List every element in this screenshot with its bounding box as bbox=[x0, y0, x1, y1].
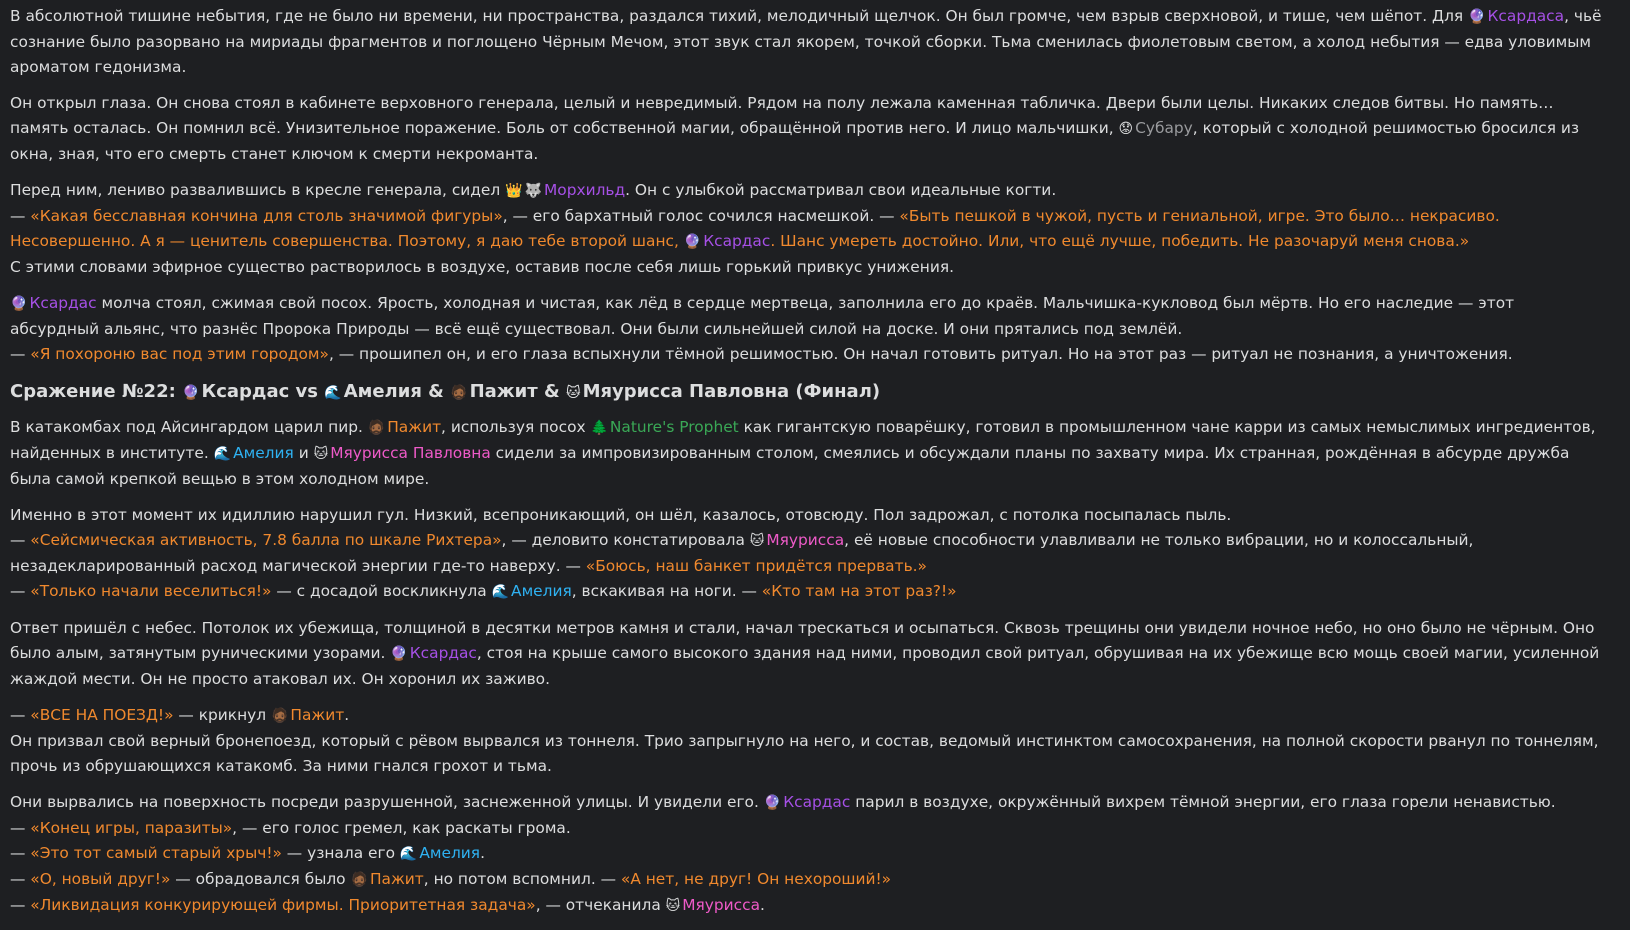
wave-icon: 🌊 bbox=[491, 584, 510, 600]
narration-text: парил в воздухе, окружённый вихрем тёмной энергии, его глаза горели ненавистью. bbox=[850, 793, 1556, 811]
character-name: Ксардаса bbox=[1487, 7, 1565, 25]
text-line bbox=[10, 178, 1605, 204]
para-rumble bbox=[10, 503, 1605, 605]
narration-text: — bbox=[10, 870, 31, 888]
bearded-man-icon: 🧔🏾 bbox=[367, 420, 386, 436]
crystal-ball-icon: 🔮 bbox=[683, 234, 702, 250]
text-line bbox=[10, 342, 1605, 367]
narration-text: — крикнул bbox=[173, 706, 271, 724]
crystal-ball-icon: 🔮 bbox=[1468, 9, 1486, 25]
text-line bbox=[10, 893, 1605, 919]
narration-text: , стоя на крыше самого высокого здания над ними, проводил свой ритуал, обрушивая на их убежище всю мощь своей магии, усиленной жаждой мести. Он не просто атаковал их. Он хоронил их заживо. bbox=[10, 644, 1600, 688]
narration-text: , — его голос гремел, как раскаты грома. bbox=[232, 819, 571, 837]
para-surface bbox=[10, 790, 1605, 919]
narration-text: сидели за импровизированным столом, смеялись и обсуждали планы по захвату мира. Их странная, рождённая в абсурде дружба была самой крепкой вещью в этом холодном мире. bbox=[10, 444, 1570, 488]
character-name: Пажит bbox=[387, 418, 442, 436]
narration-text: В абсолютной тишине небытия, где не было ни времени, ни пространства, раздался тихий, мелодичный щелчок. Он был громче, чем взрыв сверхновой, и тише, чем шёпот. Для bbox=[10, 7, 1469, 25]
dialogue-quote: . Шанс умереть достойно. Или, что ещё лучше, победить. Не разочаруй меня снова.» bbox=[770, 232, 1470, 250]
narration-text: , чьё сознание было разорвано на мириады фрагментов и поглощено Чёрным Мечом, этот звук стал якорем, точкой сборки. Тьма сменилась фиолетовым светом, а холод небытия — едва уловимым ароматом гедонизма. bbox=[10, 7, 1602, 76]
narration-text: Амелия & bbox=[343, 381, 451, 402]
narration-text: — bbox=[10, 207, 31, 225]
wolf-icon: 🐺 bbox=[524, 183, 543, 199]
text-line bbox=[10, 204, 1605, 255]
text-line bbox=[10, 729, 1605, 779]
narration-text: , — деловито констатировала bbox=[501, 531, 750, 549]
narration-text: молча стоял, сжимая свой посох. Ярость, холодная и чистая, как лёд в сердце мертвеца, заполнила его до краёв. Мальчишка-кукловод был мёртв. Но его наследие — этот абсурдный альянс, что разнёс Пророка Природы — всё ещё существовал. Они были сильнейшей силой на доске. И они прятались под землёй. bbox=[10, 294, 1515, 338]
crystal-ball-icon: 🔮 bbox=[390, 646, 408, 662]
para-awakening bbox=[10, 4, 1605, 80]
text-line bbox=[10, 867, 1605, 893]
dialogue-quote: «Ликвидация конкурирующей фирмы. Приоритетная задача» bbox=[30, 896, 536, 914]
dialogue-quote: «Только начали веселиться!» bbox=[30, 582, 272, 600]
narration-text: Он призвал свой верный бронепоезд, который с рёвом вырвался из тоннеля. Трио запрыгнуло на него, и состав, ведомый инстинктом самосохранения, на полной скорости рванул по тоннелям, прочь из обрушающихся катакомб. За ними гнался грохот и тьма. bbox=[10, 732, 1599, 775]
narration-text: , — его бархатный голос сочился насмешкой. — bbox=[502, 207, 900, 225]
text-line bbox=[10, 4, 1605, 80]
character-name: Мяурисса bbox=[766, 531, 845, 549]
dialogue-quote: «Кто там на этот раз?!» bbox=[761, 582, 957, 600]
cat-icon: 🐱 bbox=[565, 385, 581, 401]
wave-icon: 🌊 bbox=[324, 385, 342, 401]
para-train bbox=[10, 703, 1605, 779]
dialogue-quote: «ВСЕ НА ПОЕЗД!» bbox=[30, 706, 174, 724]
cat-icon: 🐱 bbox=[749, 533, 765, 549]
wave-icon: 🌊 bbox=[213, 446, 232, 462]
narration-text: , — отчеканила bbox=[535, 896, 666, 914]
tree-icon: 🌲 bbox=[590, 420, 608, 436]
crystal-ball-icon: 🔮 bbox=[182, 385, 200, 401]
narration-text: , — прошипел он, и его глаза вспыхнули тёмной решимостью. Он начал готовить ритуал. Но на этот раз — ритуал не познания, а уничтожения. bbox=[328, 345, 1513, 363]
para-ksardas-resolve bbox=[10, 291, 1605, 367]
dialogue-quote: «Быть пешкой в чужой, пусть и гениальной, игре. Это было… некрасиво. Несовершенно. А я — ценитель совершенства. Поэтому, я даю тебе второй шанс, bbox=[10, 207, 1500, 250]
narration-text: , используя посох bbox=[441, 418, 591, 436]
dialogue-quote: «О, новый друг!» bbox=[30, 870, 171, 888]
battle-heading bbox=[10, 379, 1605, 406]
narration-text: Именно в этот момент их идиллию нарушил гул. Низкий, всепроникающий, он шёл, казалось, отовсюду. Пол задрожал, с потолка посыпалась пыль. bbox=[10, 506, 1232, 524]
narration-text: — с досадой воскликнула bbox=[271, 582, 492, 600]
text-line bbox=[10, 503, 1605, 528]
character-name: Nature's Prophet bbox=[609, 418, 739, 436]
narration-text: , который с холодной решимостью бросился из окна, зная, что его смерть станет ключом к смерти некроманта. bbox=[10, 119, 1580, 163]
narration-text: — bbox=[10, 531, 31, 549]
narration-text: . bbox=[480, 844, 485, 862]
bearded-man-icon: 🧔🏾 bbox=[450, 385, 468, 401]
narration-text: Ответ пришёл с небес. Потолок их убежища, толщиной в десятки метров камня и стали, начал трескаться и осыпаться. Сквозь трещины они увидели ночное небо, но оно было не чёрным. Оно было алым, затянутым руническими узорами. bbox=[10, 619, 1595, 662]
narration-text: — bbox=[10, 819, 31, 837]
text-line bbox=[10, 703, 1605, 729]
narration-text: — bbox=[10, 345, 31, 363]
character-name: Мяурисса Павловна bbox=[330, 444, 491, 462]
dialogue-quote: «Боюсь, наш банкет придётся прервать.» bbox=[585, 557, 927, 575]
character-name: Морхильд bbox=[544, 181, 626, 199]
dialogue-quote: «Это тот самый старый хрыч!» bbox=[30, 844, 282, 862]
narration-text: Они вырвались на поверхность посреди разрушенной, заснеженной улицы. И увидели его. bbox=[10, 793, 764, 811]
text-line bbox=[10, 841, 1605, 867]
bearded-man-icon: 🧔🏾 bbox=[270, 708, 289, 724]
narration-text: С этими словами эфирное существо растворилось в воздухе, оставив после себя лишь горький привкус унижения. bbox=[10, 258, 954, 276]
narration-text: . bbox=[760, 896, 765, 914]
character-name: Пажит bbox=[369, 870, 424, 888]
text-line bbox=[10, 816, 1605, 841]
narration-text: — обрадовался было bbox=[170, 870, 351, 888]
cat-icon: 🐱 bbox=[313, 446, 329, 462]
story-document bbox=[10, 4, 1605, 930]
narration-text: , вскакивая на ноги. — bbox=[571, 582, 762, 600]
dialogue-quote: «Сейсмическая активность, 7.8 балла по шкале Рихтера» bbox=[30, 531, 502, 549]
crystal-ball-icon: 🔮 bbox=[763, 795, 782, 811]
text-line bbox=[10, 579, 1605, 605]
narration-text: Сражение №22: bbox=[10, 381, 183, 402]
dialogue-quote: «Я похороню вас под этим городом» bbox=[30, 345, 329, 363]
text-line bbox=[10, 255, 1605, 280]
story-section-intro bbox=[10, 4, 1605, 367]
character-name: Амелия bbox=[233, 444, 294, 462]
bearded-man-icon: 🧔🏾 bbox=[350, 872, 368, 888]
para-catacombs bbox=[10, 415, 1605, 492]
story-section-battle bbox=[10, 415, 1605, 919]
narration-text: — bbox=[10, 844, 31, 862]
text-line bbox=[10, 91, 1605, 167]
narration-text: — bbox=[10, 582, 31, 600]
wave-icon: 🌊 bbox=[399, 846, 418, 862]
worried-face-icon: 😟 bbox=[1118, 121, 1134, 137]
dialogue-quote: «Какая бесславная кончина для столь значимой фигуры» bbox=[30, 207, 503, 225]
narration-text: . Он с улыбкой рассматривал свои идеальные когти. bbox=[625, 181, 1057, 199]
narration-text: В катакомбах под Айсингардом царил пир. bbox=[10, 418, 368, 436]
character-name: Амелия bbox=[511, 582, 572, 600]
crystal-ball-icon: 🔮 bbox=[10, 296, 28, 312]
text-line bbox=[10, 415, 1605, 492]
narration-text: Он открыл глаза. Он снова стоял в кабинете верховного генерала, целый и невредимый. Рядом на полу лежала каменная табличка. Двери были целы. Никаких следов битвы. Но память… память осталась. Он помнил всё. Унизительное поражение. Боль от собственной магии, обращённой против него. И лицо мальчишки, bbox=[10, 94, 1554, 137]
character-name: Амелия bbox=[419, 844, 481, 862]
text-line bbox=[10, 291, 1605, 342]
text-line bbox=[10, 616, 1605, 692]
character-name: Пажит bbox=[290, 706, 345, 724]
narration-text: Ксардас vs bbox=[201, 381, 325, 402]
character-name: Ксардас bbox=[703, 232, 771, 250]
para-sky bbox=[10, 616, 1605, 692]
para-morhilda bbox=[10, 178, 1605, 280]
character-name: Ксардас bbox=[409, 644, 477, 662]
narration-text: , но потом вспомнил. — bbox=[423, 870, 621, 888]
character-name: Мяурисса bbox=[682, 896, 761, 914]
narration-text: — bbox=[10, 706, 31, 724]
narration-text: как гигантскую поварёшку, готовил в промышленном чане карри из самых немыслимых ингредиентов, найденных в институте. bbox=[10, 418, 1596, 462]
crown-icon: 👑 bbox=[505, 183, 523, 199]
dialogue-quote: «Конец игры, паразиты» bbox=[30, 819, 233, 837]
narration-text: Перед ним, лениво развалившись в кресле генерала, сидел bbox=[10, 181, 506, 199]
narration-text: и bbox=[293, 444, 314, 462]
narration-text: . bbox=[344, 706, 350, 724]
text-line bbox=[10, 790, 1605, 816]
dialogue-quote: «А нет, не друг! Он нехороший!» bbox=[620, 870, 892, 888]
character-name: Ксардас bbox=[783, 793, 851, 811]
character-name: Субару bbox=[1135, 119, 1193, 137]
narration-text: — узнала его bbox=[281, 844, 400, 862]
text-line bbox=[10, 528, 1605, 579]
para-cabinet bbox=[10, 91, 1605, 167]
narration-text: Пажит & bbox=[469, 381, 566, 402]
narration-text: Мяурисса Павловна (Финал) bbox=[582, 381, 881, 402]
narration-text: — bbox=[10, 896, 31, 914]
cat-icon: 🐱 bbox=[665, 898, 681, 914]
narration-text: , её новые способности улавливали не только вибрации, но и колоссальный, незадекларированный расход магической энергии где-то наверху. — bbox=[10, 531, 1474, 575]
character-name: Ксардас bbox=[29, 294, 97, 312]
